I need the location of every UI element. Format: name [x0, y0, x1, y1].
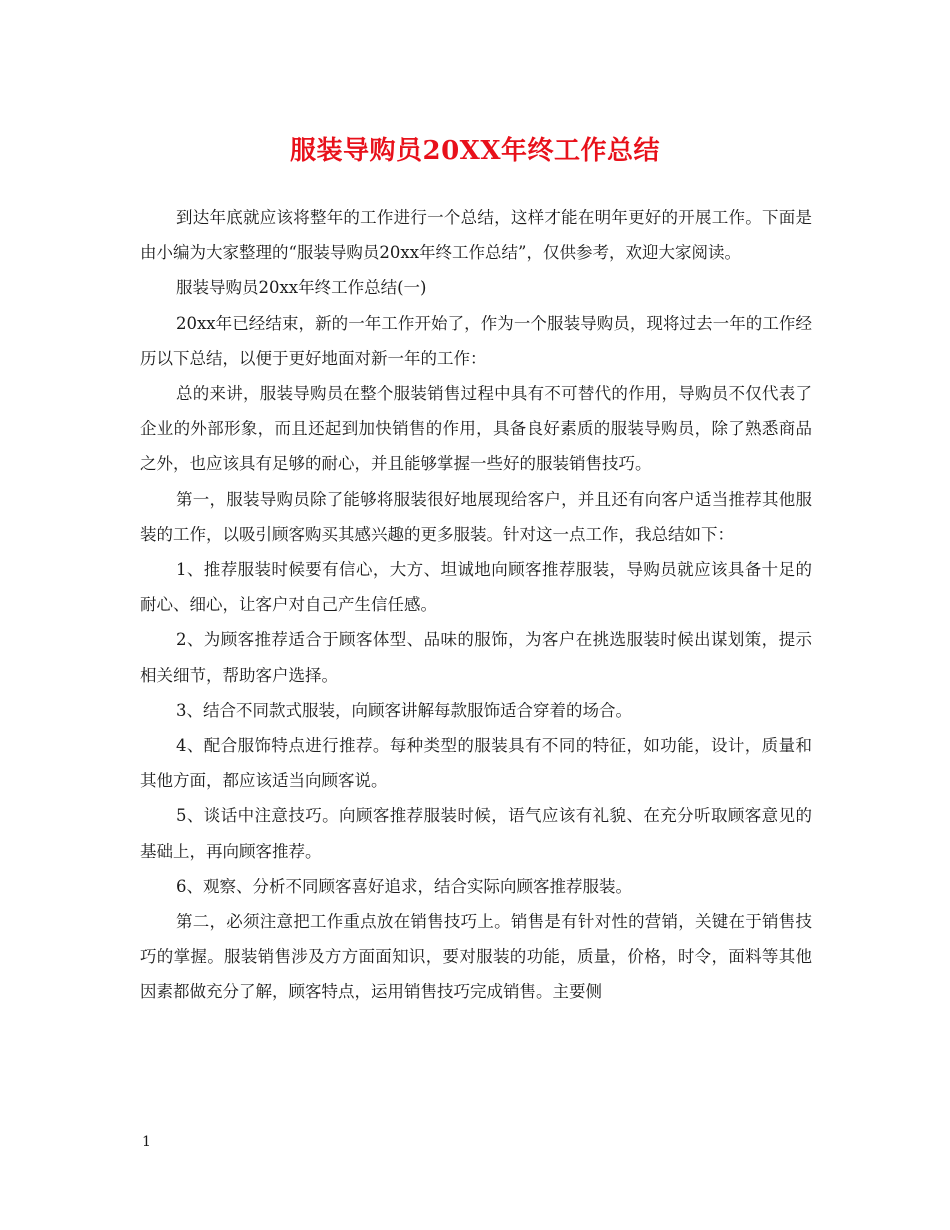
intro-paragraph: 到达年底就应该将整年的工作进行一个总结，这样才能在明年更好的开展工作。下面是由小编为大家整理的“服装导购员20xx年终工作总结”，仅供参考，欢迎大家阅读。: [140, 208, 812, 263]
list-item: 2、为顾客推荐适合于顾客体型、品味的服饰，为客户在挑选服装时候出谋划策，提示相关细节，帮助客户选择。: [140, 630, 812, 685]
list-item: 3、结合不同款式服装，向顾客讲解每款服饰适合穿着的场合。: [176, 700, 632, 720]
list-item: 6、观察、分析不同顾客喜好追求，结合实际向顾客推荐服装。: [176, 876, 632, 896]
list-item: 1、推荐服装时候要有信心，大方、坦诚地向顾客推荐服装，导购员就应该具备十足的耐心、细心，让客户对自己产生信任感。: [140, 560, 812, 615]
document-title: 服装导购员20XX年终工作总结: [289, 136, 661, 166]
body-paragraph: 20xx年已经结束，新的一年工作开始了，作为一个服装导购员，现将过去一年的工作经历以下总结，以便于更好地面对新一年的工作：: [140, 313, 812, 368]
body-paragraph: 总的来讲，服装导购员在整个服装销售过程中具有不可替代的作用，导购员不仅代表了企业的外部形象，而且还起到加快销售的作用，具备良好素质的服装导购员，除了熟悉商品之外，也应该具有足够的耐心，并且能够掌握一些好的服装销售技巧。: [140, 384, 812, 474]
document-body: [140, 200, 812, 1010]
body-paragraph: 第二，必须注意把工作重点放在销售技巧上。销售是有针对性的营销，关键在于销售技巧的掌握。服装销售涉及方方面面知识，要对服装的功能，质量，价格，时令，面料等其他因素都做充分了解，顾客特点，运用销售技巧完成销售。主要侧: [140, 912, 812, 1002]
list-item: 5、谈话中注意技巧。向顾客推荐服装时候，语气应该有礼貌、在充分听取顾客意见的基础上，再向顾客推荐。: [140, 806, 812, 861]
body-paragraph: 第一，服装导购员除了能够将服装很好地展现给客户，并且还有向客户适当推荐其他服装的工作，以吸引顾客购买其感兴趣的更多服装。针对这一点工作，我总结如下：: [140, 489, 812, 544]
section-heading: 服装导购员20xx年终工作总结(一): [176, 278, 427, 298]
page-number: 1: [142, 1134, 151, 1150]
list-item: 4、配合服饰特点进行推荐。每种类型的服装具有不同的特征，如功能，设计，质量和其他方面，都应该适当向顾客说。: [140, 736, 812, 791]
